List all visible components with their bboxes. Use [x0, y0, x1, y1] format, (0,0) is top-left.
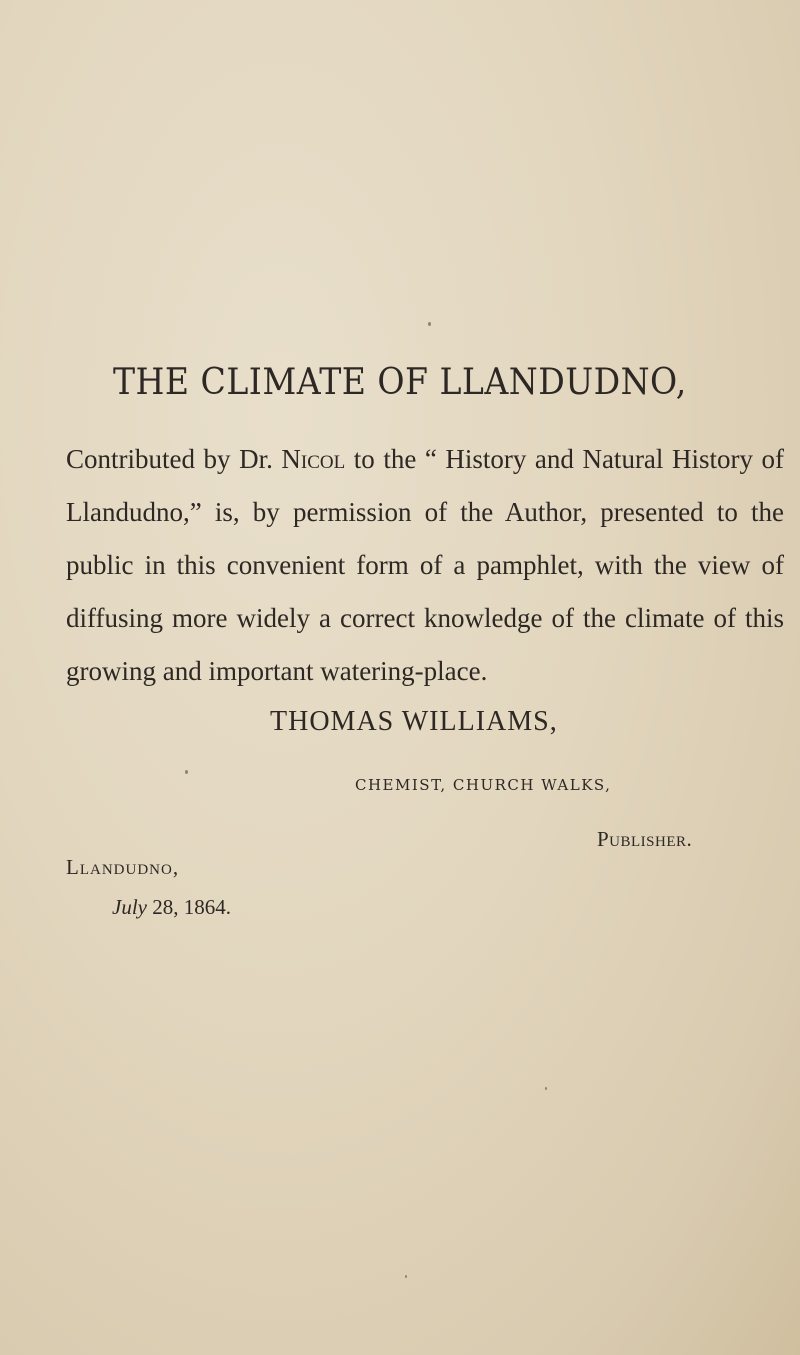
ink-speck [545, 1087, 547, 1090]
place-name: Llandudno, [66, 855, 180, 879]
body-paragraph [66, 433, 784, 698]
author-name: Nicol [281, 444, 346, 474]
publication-date [112, 895, 231, 920]
date-month: July [112, 895, 147, 919]
publisher-role: Publisher. [597, 827, 693, 851]
ink-speck [428, 322, 431, 326]
page-title: THE CLIMATE OF LLANDUDNO, [113, 362, 687, 403]
ink-speck [185, 770, 188, 774]
body-text-part2: to the “ History and Natural History of Llandudno,” is, by permission of the Author, presented to the public in this convenient form of a pamphlet, with the view of diffusing more widely a correct knowledge of the climate of this growing and important watering-place. [66, 444, 784, 686]
date-rest: 28, 1864. [146, 895, 231, 919]
body-text-part1: Contributed by Dr. [66, 444, 282, 474]
ink-speck [405, 1275, 407, 1278]
publisher-name: THOMAS WILLIAMS, [270, 706, 558, 737]
publisher-address: CHEMIST, CHURCH WALKS, [355, 776, 612, 794]
